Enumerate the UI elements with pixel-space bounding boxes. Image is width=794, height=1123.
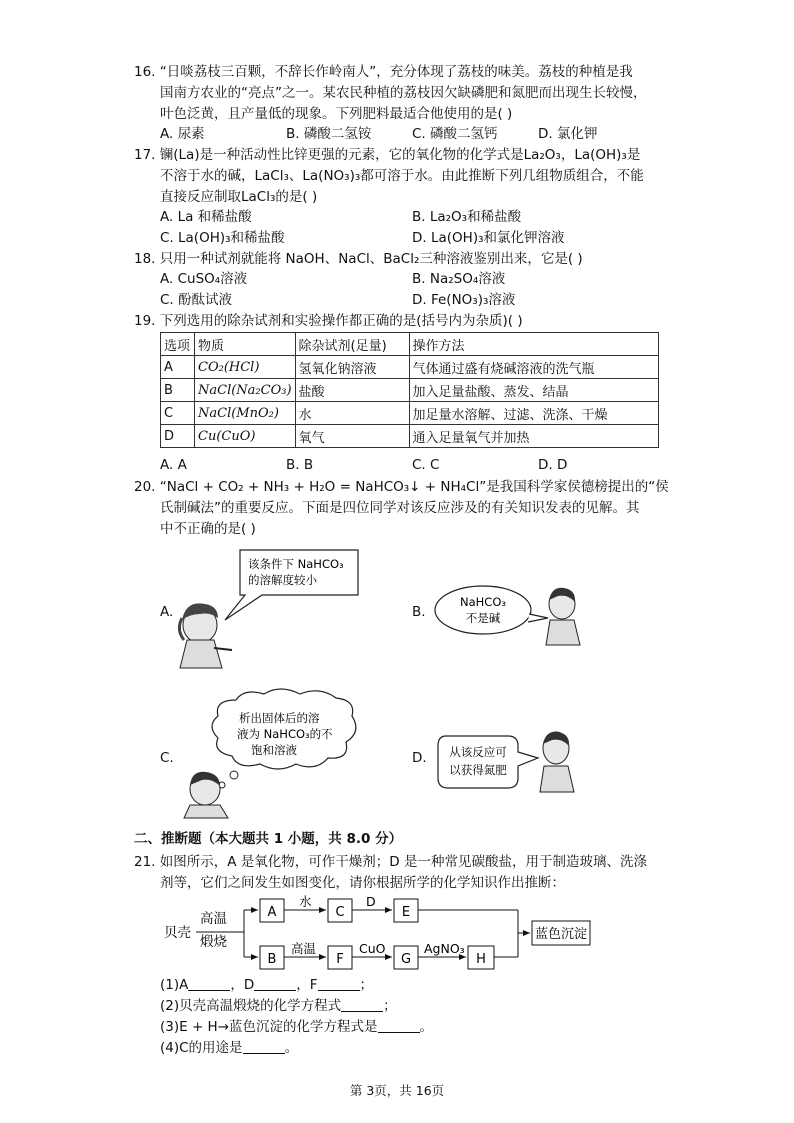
- q21-sub2: [160, 996, 397, 1016]
- q21-sub4: [160, 1038, 298, 1058]
- box-b-label: B: [267, 952, 277, 967]
- box-h-label: H: [476, 952, 486, 967]
- arrow-label-d: D: [366, 894, 376, 909]
- q16-line1: 16. “日啖荔枝三百颗，不辞长作岭南人”，充分体现了荔枝的味美。荔枝的种植是我: [134, 64, 633, 80]
- table-header-cell: 物质: [195, 333, 296, 356]
- q21-sub3-text: (3)E + H→蓝色沉淀的化学方程式是: [160, 1019, 378, 1035]
- arrow-label-water: 水: [299, 894, 312, 909]
- q20-label-b: B.: [412, 604, 426, 620]
- table-cell: B: [161, 379, 195, 402]
- table-cell: A: [161, 356, 195, 379]
- table-cell: NaCl(MnO₂): [195, 402, 296, 425]
- q16-option-c: C. 磷酸二氢钙: [412, 126, 498, 142]
- bubble-d-text-2: 以获得氮肥: [449, 763, 507, 777]
- table-cell: 氢氧化钠溶液: [295, 356, 409, 379]
- table-cell: C: [161, 402, 195, 425]
- q17-option-c: C. La(OH)₃和稀盐酸: [160, 230, 285, 246]
- q21-sub3-end: 。: [419, 1019, 434, 1035]
- diagram-condition-bottom: 煅烧: [200, 934, 227, 950]
- table-header-cell: 除杂试剂(足量): [295, 333, 409, 356]
- q18-option-c: C. 酚酞试液: [160, 292, 233, 308]
- arrow-label-agno3: AgNO₃: [424, 941, 465, 956]
- q21-sub1: [160, 975, 373, 995]
- bubble-a-text-2: 的溶解度较小: [248, 573, 317, 587]
- bubble-b-text-2: 不是碱: [465, 611, 501, 625]
- table-cell: 氧气: [295, 425, 409, 448]
- table-cell: 气体通过盛有烧碱溶液的洗气瓶: [409, 356, 658, 379]
- q21-sub3: [160, 1017, 433, 1037]
- q17-option-a: A. La 和稀盐酸: [160, 209, 252, 225]
- diagram-condition-top: 高温: [200, 911, 227, 927]
- q17-line1: 17. 镧(La)是一种活动性比锌更强的元素，它的氧化物的化学式是La₂O₃，La(OH)₃是: [134, 147, 641, 163]
- q19-line1: 19. 下列选用的除杂试剂和实验操作都正确的是(括号内为杂质)( ): [134, 313, 523, 329]
- q20-label-a: A.: [160, 604, 174, 620]
- q20-label-d: D.: [412, 750, 427, 766]
- q21-sub1-d: ，D: [230, 977, 255, 993]
- q21-sub1-f: ，F: [296, 977, 318, 993]
- q18-option-a: A. CuSO₄溶液: [160, 271, 248, 287]
- table-cell: 盐酸: [295, 379, 409, 402]
- q21-sub2-end: ；: [383, 998, 397, 1014]
- bubble-d-text-1: 从该反应可: [449, 745, 507, 759]
- q21-line1: 21. 如图所示，A 是氧化物，可作干燥剂；D 是一种常见碳酸盐，用于制造玻璃、洗涤: [134, 854, 647, 870]
- q16-option-b: B. 磷酸二氢铵: [286, 126, 372, 142]
- q16-line3: 叶色泛黄，且产量低的现象。下列肥料最适合他使用的是( ): [160, 106, 513, 122]
- answer-blank-equation[interactable]: [341, 997, 383, 1012]
- q21-sub4-end: 。: [284, 1040, 299, 1056]
- q17-line3: 直接反应制取LaCl₃的是( ): [160, 189, 318, 205]
- q21-sub4-text: (4)C的用途是: [160, 1040, 243, 1056]
- q19-option-b: B. B: [286, 457, 314, 473]
- table-cell: CO₂(HCl): [195, 356, 296, 379]
- table-cell: D: [161, 425, 195, 448]
- q19-option-a: A. A: [160, 457, 187, 473]
- bubble-c-text-2: 液为 NaHCO₃的不: [237, 727, 333, 741]
- q20-line1: 20. “NaCl + CO₂ + NH₃ + H₂O = NaHCO₃↓ + NH₄Cl”是我国科学家侯德榜提出的“侯: [134, 479, 669, 495]
- q19-option-d: D. D: [538, 457, 568, 473]
- answer-blank-f[interactable]: [318, 976, 360, 991]
- q21-sub1-end: ；: [359, 977, 374, 993]
- q20-line3: 中不正确的是( ): [160, 521, 256, 537]
- box-a-label: A: [267, 905, 277, 920]
- table-cell: NaCl(Na₂CO₃): [195, 379, 296, 402]
- q21-sub1-a: (1)A: [160, 977, 189, 993]
- q20-line2: 氏制碱法”的重要反应。下面是四位同学对该反应涉及的有关知识发表的见解。其: [160, 500, 640, 516]
- box-e-label: E: [401, 905, 411, 920]
- q18-option-b: B. Na₂SO₄溶液: [412, 271, 506, 287]
- q17-option-d: D. La(OH)₃和氯化钾溶液: [412, 230, 565, 246]
- page-number-footer: 第 3页，共 16页: [349, 1083, 445, 1098]
- answer-blank-d[interactable]: [254, 976, 296, 991]
- bubble-a-text-1: 该条件下 NaHCO₃: [248, 557, 344, 571]
- table-cell: 水: [295, 402, 409, 425]
- q17-option-b: B. La₂O₃和稀盐酸: [412, 209, 522, 225]
- q16-option-d: D. 氯化钾: [538, 126, 598, 142]
- q16-option-a: A. 尿素: [160, 126, 205, 142]
- arrow-label-high-temp: 高温: [291, 941, 317, 956]
- q21-sub2-text: (2)贝壳高温煅烧的化学方程式: [160, 998, 342, 1014]
- result-label: 蓝色沉淀: [534, 927, 588, 942]
- q18-option-d: D. Fe(NO₃)₃溶液: [412, 292, 516, 308]
- q18-line1: 18. 只用一种试剂就能将 NaOH、NaCl、BaCl₂三种溶液鉴别出来，它是( ): [134, 251, 583, 267]
- answer-blank-a[interactable]: [188, 976, 230, 991]
- bubble-b-text-1: NaHCO₃: [460, 595, 506, 609]
- bubble-c-text-1: 析出固体后的溶: [239, 711, 320, 725]
- answer-blank-use[interactable]: [243, 1039, 285, 1054]
- q20-label-c: C.: [160, 750, 174, 766]
- q16-line2: 国南方农业的“亮点”之一。某农民种植的荔枝因欠缺磷肥和氮肥而出现生长较慢，: [160, 85, 647, 101]
- table-header-cell: 操作方法: [409, 333, 658, 356]
- section-heading-inference: 二、推断题（本大题共 1 小题，共 8.0 分）: [134, 831, 403, 847]
- box-c-label: C: [335, 905, 345, 920]
- bubble-c-text-3: 饱和溶液: [251, 743, 297, 757]
- q21-line2: 剂等，它们之间发生如图变化，请你根据所学的化学知识作出推断：: [160, 875, 565, 891]
- q17-line2: 不溶于水的碱，LaCl₃、La(NO₃)₃都可溶于水。由此推断下列几组物质组合，不能: [160, 168, 644, 184]
- box-g-label: G: [400, 952, 412, 967]
- table-header-cell: 选项: [161, 333, 195, 356]
- table-cell: 通入足量氧气并加热: [409, 425, 658, 448]
- box-f-label: F: [336, 952, 344, 967]
- q19-option-c: C. C: [412, 457, 440, 473]
- answer-blank-precipitate-equation[interactable]: [378, 1018, 420, 1033]
- diagram-start-label: 贝壳: [164, 925, 191, 941]
- table-cell: Cu(CuO): [195, 425, 296, 448]
- table-cell: 加足量水溶解、过滤、洗涤、干燥: [409, 402, 658, 425]
- arrow-label-cuo: CuO: [359, 941, 386, 956]
- table-cell: 加入足量盐酸、蒸发、结晶: [409, 379, 658, 402]
